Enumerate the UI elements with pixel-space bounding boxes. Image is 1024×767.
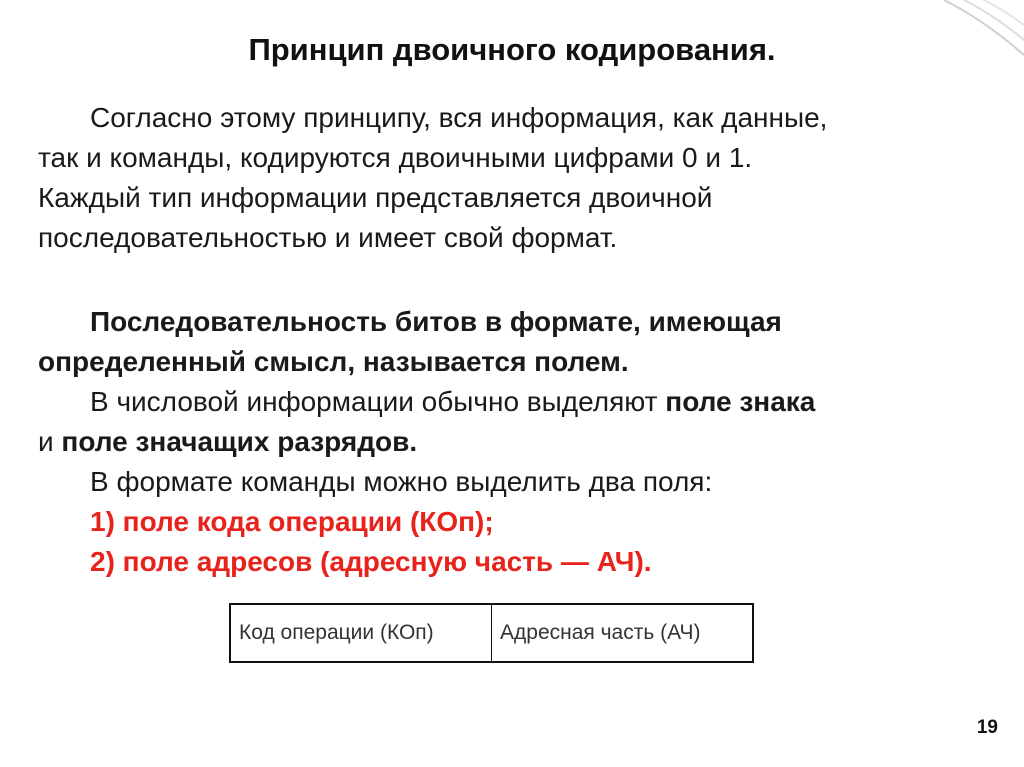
- field-definition-text: определенный смысл, называется полем.: [38, 346, 629, 377]
- address-cell: Адресная часть (АЧ): [492, 604, 754, 662]
- intro-paragraph: [38, 98, 998, 258]
- field-definition-text: Последовательность битов в формате, имеющая: [90, 306, 782, 337]
- numeric-info-line: [38, 422, 998, 462]
- page-title: Принцип двоичного кодирования.: [248, 32, 776, 67]
- opcode-cell: Код операции (КОп): [230, 604, 492, 662]
- intro-line: так и команды, кодируются двоичными цифрами 0 и 1.: [38, 142, 753, 173]
- intro-line: Согласно этому принципу, вся информация, как данные,: [90, 102, 828, 133]
- field-definition-line: [38, 302, 998, 342]
- field-paragraph: [38, 302, 998, 582]
- command-intro-line: В формате команды можно выделить два поля:: [90, 466, 713, 497]
- table-row: [230, 604, 753, 662]
- intro-line: Каждый тип информации представляется двоичной: [38, 182, 713, 213]
- opcode-field-item: 1) поле кода операции (КОп);: [90, 506, 494, 537]
- sign-field-term: поле знака: [665, 386, 816, 417]
- page-number: 19: [976, 717, 998, 738]
- command-format-table: [229, 603, 754, 663]
- numeric-info-and: и: [38, 426, 62, 457]
- intro-line: последовательностью и имеет свой формат.: [38, 222, 618, 253]
- field-definition-line: [38, 342, 998, 382]
- numeric-info-text: В числовой информации обычно выделяют: [90, 386, 666, 417]
- significant-digits-term: поле значащих разрядов.: [61, 426, 418, 457]
- numeric-info-line: [38, 382, 998, 422]
- address-field-item: 2) поле адресов (адресную часть — АЧ).: [90, 546, 652, 577]
